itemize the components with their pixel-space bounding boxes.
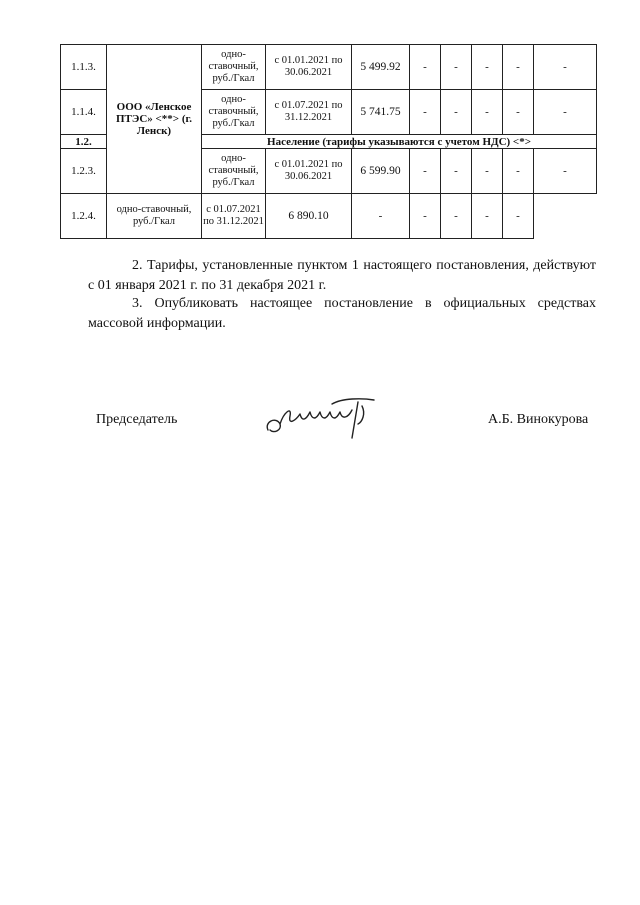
empty-cell: - <box>352 194 410 239</box>
paragraph-3: 3. Опубликовать настоящее постановление в официальных средствах массовой информации. <box>88 296 596 331</box>
row-code: 1.2.4. <box>61 194 107 239</box>
empty-cell: - <box>472 149 503 194</box>
empty-cell: - <box>441 194 472 239</box>
row-code: 1.1.3. <box>61 45 107 90</box>
tariff-table <box>60 44 597 239</box>
empty-cell: - <box>410 194 441 239</box>
empty-cell: - <box>472 45 503 90</box>
row-code: 1.2.3. <box>61 149 107 194</box>
handwritten-signature <box>262 392 392 442</box>
empty-cell: - <box>503 194 534 239</box>
empty-cell: - <box>441 149 472 194</box>
tariff-value: 5 741.75 <box>352 90 410 135</box>
empty-cell: - <box>534 149 597 194</box>
tariff-period: с 01.01.2021 по 30.06.2021 <box>266 45 352 90</box>
empty-cell: - <box>534 90 597 135</box>
paragraph-2: 2. Тарифы, установленные пунктом 1 настоящего постановления, действуют с 01 января 2021 г. по 31 декабря 2021 г. <box>88 258 596 293</box>
empty-cell: - <box>503 149 534 194</box>
tariff-value: 6 890.10 <box>266 194 352 239</box>
tariff-period: с 01.07.2021 по 31.12.2021 <box>266 90 352 135</box>
tariff-period: с 01.01.2021 по 30.06.2021 <box>266 149 352 194</box>
empty-cell: - <box>441 90 472 135</box>
tariff-type: одно-ставочный, руб./Гкал <box>107 194 202 239</box>
tariff-value: 6 599.90 <box>352 149 410 194</box>
table-row <box>61 194 597 239</box>
empty-cell: - <box>410 90 441 135</box>
empty-cell: - <box>534 45 597 90</box>
table-row <box>61 45 597 90</box>
empty-cell: - <box>503 90 534 135</box>
signatory-title: Председатель <box>96 412 178 427</box>
tariff-type: одно-ставочный, руб./Гкал <box>202 90 266 135</box>
organization-name: ООО «Ленское ПТЭС» <**> (г. Ленск) <box>107 45 202 194</box>
empty-cell: - <box>410 45 441 90</box>
tariff-type: одно-ставочный, руб./Гкал <box>202 149 266 194</box>
empty-cell: - <box>472 194 503 239</box>
section-code: 1.2. <box>61 135 107 149</box>
row-code: 1.1.4. <box>61 90 107 135</box>
empty-cell: - <box>410 149 441 194</box>
empty-cell: - <box>441 45 472 90</box>
tariff-value: 5 499.92 <box>352 45 410 90</box>
signatory-name: А.Б. Винокурова <box>488 412 589 427</box>
tariff-period: с 01.07.2021 по 31.12.2021 <box>202 194 266 239</box>
section-title: Население (тарифы указываются с учетом НДС) <*> <box>202 135 597 149</box>
empty-cell: - <box>503 45 534 90</box>
tariff-type: одно-ставочный, руб./Гкал <box>202 45 266 90</box>
empty-cell: - <box>472 90 503 135</box>
